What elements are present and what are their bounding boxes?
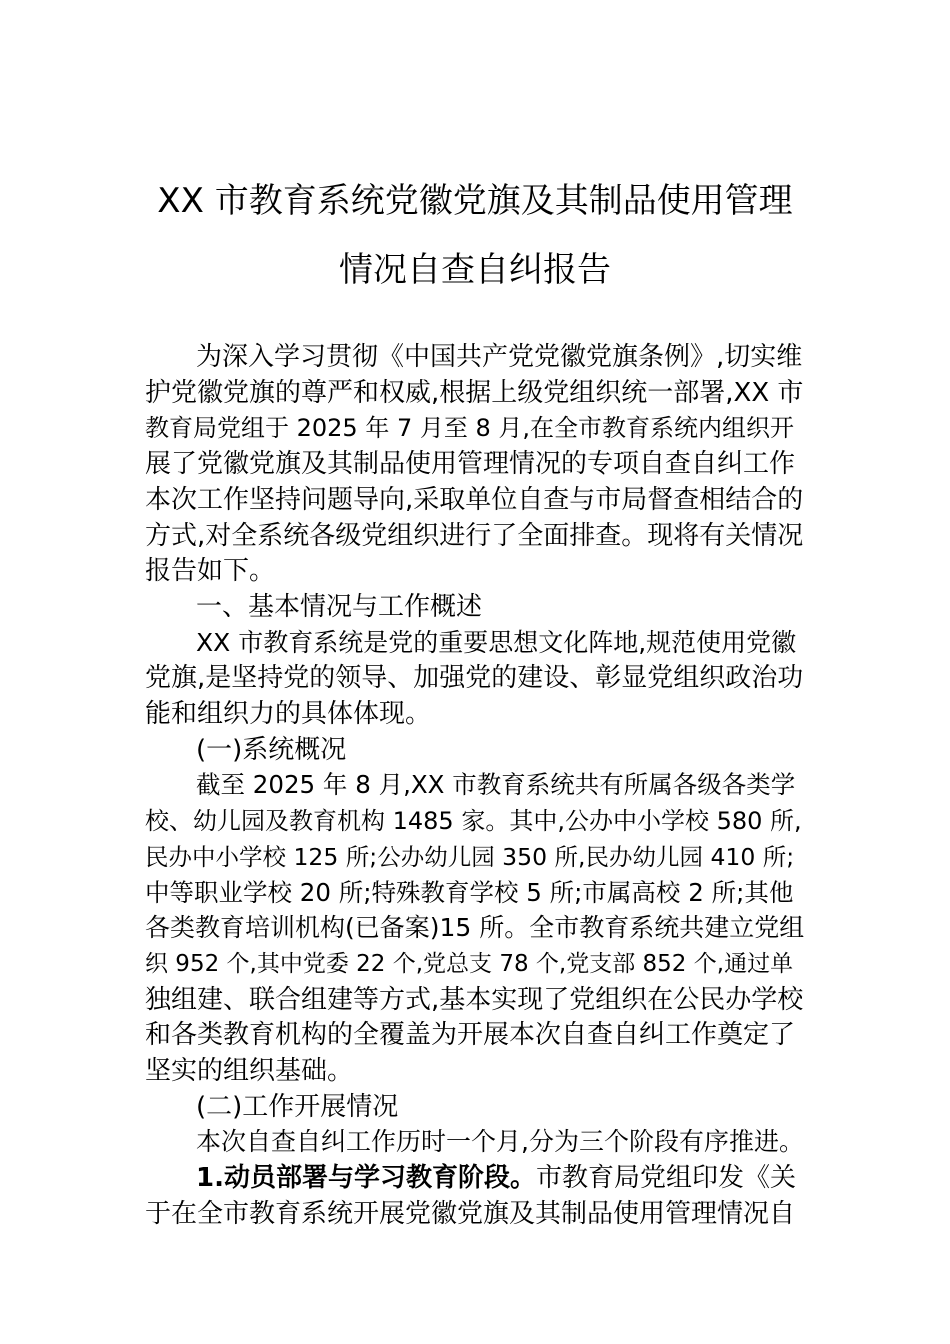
line-text: 和各类教育机构的全覆盖为开展本次自查自纠工作奠定了 [145,1020,796,1050]
text-line [196,340,805,374]
document-title-line-1: XX 市教育系统党徽党旗及其制品使用管理 [157,181,793,221]
line-text: 方式,对全系统各级党组织进行了全面排查。现将有关情况 [145,521,804,551]
line-text: 展了党徽党旗及其制品使用管理情况的专项自查自纠工作 [145,449,796,479]
text-line [145,411,805,445]
line-text: 截至 2025 年 8 月,XX 市教育系统共有所属各级各类学 [196,770,796,799]
line-text: 能和组织力的具体体现。 [145,699,432,729]
line-text: (一)系统概况 [196,735,347,765]
line-text: 护党徽党旗的尊严和权威,根据上级党组织统一部署,XX 市 [145,378,804,408]
text-line [145,483,805,517]
text-line [196,1090,805,1124]
text-line [145,519,805,553]
line-text: 坚实的组织基础。 [145,1056,354,1086]
text-line [145,876,805,910]
text-line [145,661,805,695]
text-line [145,697,805,731]
line-text: (二)工作开展情况 [196,1092,399,1122]
line-text: 党旗,是坚持党的领导、加强党的建设、彰显党组织政治功 [145,663,804,693]
document-title-line-2: 情况自查自纠报告 [339,250,611,290]
text-line [145,447,805,481]
line-text: 报告如下。 [145,556,276,586]
text-line [196,1125,805,1159]
line-text: 本次自查自纠工作历时一个月,分为三个阶段有序推进。 [196,1127,804,1156]
line-text: 民办中小学校 125 所;公办幼儿园 350 所,民办幼儿园 410 所; [145,843,795,871]
line-text: 校、幼儿园及教育机构 1485 家。其中,公办中小学校 580 所, [145,807,802,835]
text-line [196,590,805,624]
line-text: 织 952 个,其中党委 22 个,党总支 78 个,党支部 852 个,通过单 [145,951,794,977]
text-line [145,1054,805,1088]
line-text: 为深入学习贯彻《中国共产党党徽党旗条例》,切实维 [196,342,803,372]
text-line [145,804,805,838]
line-text: 一、基本情况与工作概述 [196,592,483,622]
text-line [145,947,805,981]
text-line [145,840,805,874]
line-text: 市教育局党组印发《关 [535,1163,796,1193]
bold-lead-in: 1.动员部署与学习教育阶段。 [196,1163,536,1193]
text-line [145,1197,805,1231]
text-line [145,376,805,410]
line-text: XX 市教育系统是党的重要思想文化阵地,规范使用党徽 [196,628,797,657]
text-line [196,768,805,802]
text-line [145,911,805,945]
text-line [145,554,805,588]
line-text: 本次工作坚持问题导向,采取单位自查与市局督查相结合的 [145,485,804,515]
text-line [196,626,805,660]
text-line [145,1018,805,1052]
line-text: 各类教育培训机构(已备案)15 所。全市教育系统共建立党组 [145,913,805,942]
text-line [196,1161,805,1195]
line-text: 于在全市教育系统开展党徽党旗及其制品使用管理情况自 [145,1199,796,1229]
line-text: 独组建、联合组建等方式,基本实现了党组织在公民办学校 [145,985,804,1015]
line-text: 中等职业学校 20 所;特殊教育学校 5 所;市属高校 2 所;其他 [145,878,794,907]
text-line [196,733,805,767]
line-text: 教育局党组于 2025 年 7 月至 8 月,在全市教育系统内组织开 [145,414,795,442]
text-line [145,983,805,1017]
